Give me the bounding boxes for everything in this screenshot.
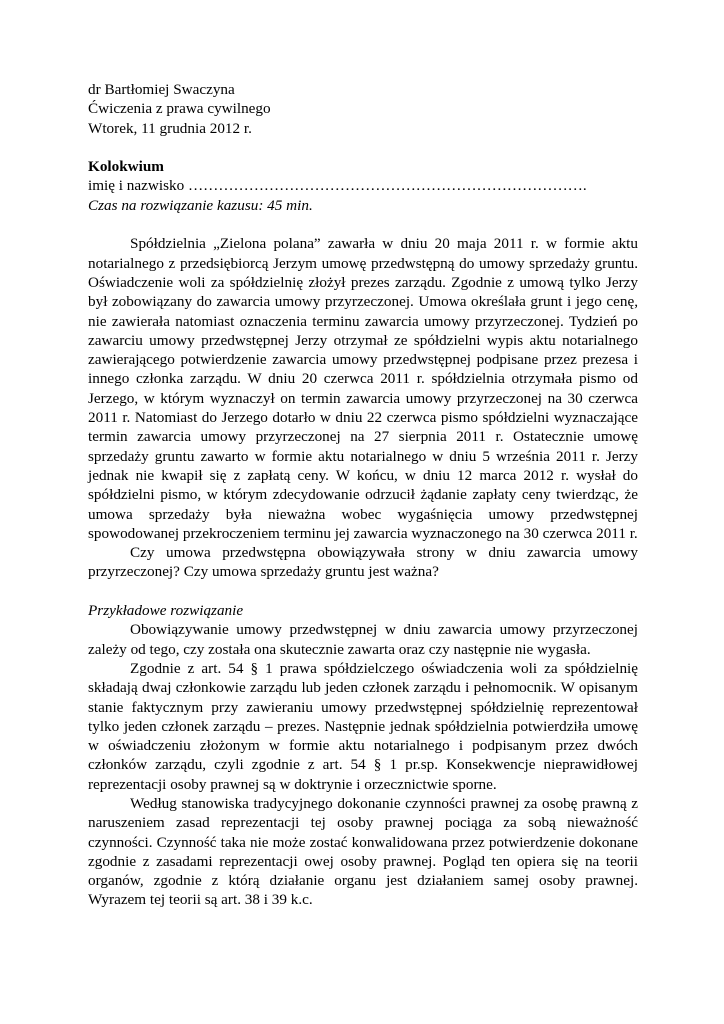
- name-field-line: imię i nazwisko …………………………………………………………………….: [88, 177, 587, 195]
- spacer: [88, 582, 638, 601]
- solution-paragraph-2: Zgodnie z art. 54 § 1 prawa spółdzielczego oświadczenia woli za spółdzielnię składają dwaj członkowie zarządu lub jeden członek zarządu i pełnomocnik. W opisanym stanie faktycznym przy zawieraniu umowy przedwstępnej spółdzielnię reprezentował tylko jeden członek zarządu – prezes. Następnie jednak spółdzielnia potwierdziła umowę w oświadczeniu złożonym w formie aktu notarialnego i podpisanym przez dwóch członków zarządu, czyli zgodnie z art. 54 § 1 pr.sp. Konsekwencje nieprawidłowej reprezentacji osoby prawnej są w doktrynie i orzecznictwie sporne.: [88, 659, 638, 793]
- case-questions: Czy umowa przedwstępna obowiązywała strony w dniu zawarcia umowy przyrzeczonej? Czy umowa sprzedaży gruntu jest ważna?: [88, 544, 638, 581]
- date-line: Wtorek, 11 grudnia 2012 r.: [88, 119, 252, 137]
- time-limit: Czas na rozwiązanie kazusu: 45 min.: [88, 196, 313, 214]
- spacer: [88, 215, 638, 234]
- author-line: dr Bartłomiej Swaczyna: [88, 81, 235, 98]
- course-line: Ćwiczenia z prawa cywilnego: [88, 100, 271, 118]
- document-page: [88, 80, 638, 910]
- solution-paragraph-3: Według stanowiska tradycyjnego dokonanie czynności prawnej za osobę prawną z naruszeniem zasad reprezentacji tej osoby prawnej pociąga za sobą nieważność czynności. Czynność taka nie może zostać konwalidowana przez potwierdzenie dokonane zgodnie z zasadami reprezentacji owej osoby prawnej. Pogląd ten opiera się na teorii organów, zgodnie z którą działanie organu jest działaniem samej osoby prawnej. Wyrazem tej teorii są art. 38 i 39 k.c.: [88, 794, 638, 909]
- spacer: [88, 138, 638, 157]
- solution-paragraph-1: Obowiązywanie umowy przedwstępnej w dniu zawarcia umowy przyrzeczonej zależy od tego, czy została ona skutecznie zawarta oraz czy następnie nie wygasła.: [88, 621, 638, 658]
- solution-heading: Przykładowe rozwiązanie: [88, 602, 244, 620]
- exam-title: Kolokwium: [88, 158, 164, 176]
- case-paragraph: Spółdzielnia „Zielona polana” zawarła w dniu 20 maja 2011 r. w formie aktu notarialnego z przedsiębiorcą Jerzym umowę przedwstępną do umowy sprzedaży gruntu. Oświadczenie woli za spółdzielnię złożył prezes zarządu. Zgodnie z umową tylko Jerzy był zobowiązany do zawarcia umowy przyrzeczonej. Umowa określała grunt i jego cenę, nie zawierała natomiast oznaczenia terminu zawarcia umowy przyrzeczonej. Tydzień po zawarciu umowy przedwstępnej Jerzy otrzymał ze spółdzielni wypis aktu notarialnego zawierającego potwierdzenie zawarcia umowy przedwstępnej podpisane przez prezesa i innego członka zarządu. W dniu 20 czerwca 2011 r. spółdzielnia otrzymała pismo od Jerzego, w którym wyznaczył on termin zawarcia umowy przyrzeczonej na 30 czerwca 2011 r. Natomiast do Jerzego dotarło w dniu 22 czerwca pismo spółdzielni wyznaczające termin zawarcia umowy przyrzeczonej na 27 sierpnia 2011 r. Ostatecznie umowę sprzedaży gruntu zawarto w formie aktu notarialnego w dniu 5 września 2011 r. Jerzy jednak nie kwapił się z zapłatą ceny. W końcu, w dniu 12 marca 2012 r. wysłał do spółdzielni pismo, w którym zdecydowanie odrzucił żądanie zapłaty ceny twierdząc, że umowa sprzedaży była nieważna wobec wygaśnięcia umowy przedwstępnej spowodowanej przekroczeniem terminu jej zawarcia wyznaczonego na 30 czerwca 2011 r.: [88, 235, 638, 542]
